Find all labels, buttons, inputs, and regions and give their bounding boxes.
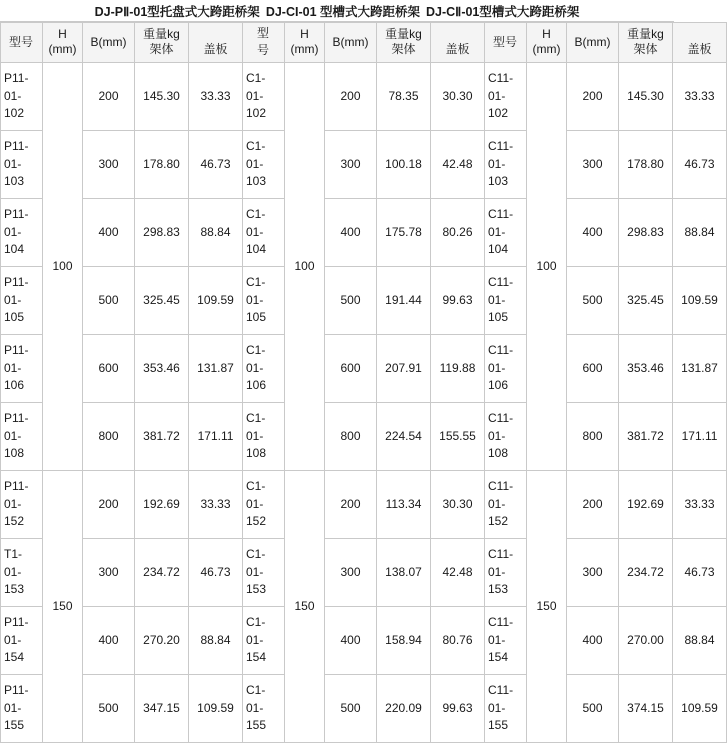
cell-h-group2-a: 150 — [43, 470, 83, 742]
cell-cover-g3: 46.73 — [673, 130, 727, 198]
header-cover-2-label: 盖板 — [445, 42, 470, 57]
cell-frame-g3: 234.72 — [619, 538, 673, 606]
cell-frame-g1: 353.46 — [135, 334, 189, 402]
cell-b-g2: 400 — [325, 198, 377, 266]
header-h-3-unit: (mm) — [532, 42, 561, 57]
cell-frame-g1: 381.72 — [135, 402, 189, 470]
header-frame-3 — [619, 23, 673, 63]
table-head — [1, 23, 727, 63]
cell-frame-g2: 175.78 — [377, 198, 431, 266]
table-title-row — [0, 0, 674, 22]
header-b-1: B(mm) — [83, 23, 135, 63]
table-row — [1, 674, 727, 742]
cell-model-g2: C1- 01- 106 — [243, 334, 285, 402]
cell-cover-g2: 42.48 — [431, 538, 485, 606]
header-model-2 — [243, 23, 285, 63]
cell-cover-g1: 33.33 — [189, 62, 243, 130]
cell-b-g3: 400 — [567, 198, 619, 266]
cell-model-g1: P11- 01- 108 — [1, 402, 43, 470]
cell-cover-g2: 30.30 — [431, 470, 485, 538]
cell-frame-g2: 78.35 — [377, 62, 431, 130]
cell-b-g2: 800 — [325, 402, 377, 470]
header-row — [1, 23, 727, 63]
cell-b-g3: 300 — [567, 538, 619, 606]
header-h-2-label: H — [300, 27, 309, 42]
table-row — [1, 538, 727, 606]
header-frame-3-label: 架体 — [633, 42, 658, 57]
cell-b-g3: 400 — [567, 606, 619, 674]
cell-frame-g2: 207.91 — [377, 334, 431, 402]
table-row — [1, 470, 727, 538]
cell-cover-g3: 109.59 — [673, 266, 727, 334]
cell-model-g1: P11- 01- 155 — [1, 674, 43, 742]
cell-frame-g2: 158.94 — [377, 606, 431, 674]
cell-frame-g2: 113.34 — [377, 470, 431, 538]
cell-b-g1: 500 — [83, 266, 135, 334]
cell-model-g3: C11- 01- 103 — [485, 130, 527, 198]
cell-b-g2: 200 — [325, 62, 377, 130]
cell-cover-g3: 88.84 — [673, 198, 727, 266]
cell-cover-g3: 46.73 — [673, 538, 727, 606]
cell-frame-g3: 270.00 — [619, 606, 673, 674]
cell-frame-g3: 145.30 — [619, 62, 673, 130]
cell-frame-g3: 374.15 — [619, 674, 673, 742]
cell-frame-g3: 178.80 — [619, 130, 673, 198]
cell-frame-g2: 224.54 — [377, 402, 431, 470]
cell-model-g1: P11- 01- 103 — [1, 130, 43, 198]
header-frame-2 — [377, 23, 431, 63]
table-row — [1, 334, 727, 402]
header-cover-1 — [189, 23, 243, 63]
cell-b-g1: 300 — [83, 538, 135, 606]
cell-frame-g1: 145.30 — [135, 62, 189, 130]
cell-h-group2-c: 150 — [527, 470, 567, 742]
cell-model-g1: P11- 01- 104 — [1, 198, 43, 266]
cell-cover-g2: 99.63 — [431, 266, 485, 334]
cell-frame-g1: 270.20 — [135, 606, 189, 674]
table-row — [1, 62, 727, 130]
header-h-2 — [285, 23, 325, 63]
header-model-2-l2: 号 — [256, 43, 269, 58]
cell-cover-g1: 33.33 — [189, 470, 243, 538]
cell-model-g2: C1- 01- 153 — [243, 538, 285, 606]
cell-b-g2: 300 — [325, 130, 377, 198]
cell-model-g3: C11- 01- 153 — [485, 538, 527, 606]
cell-b-g1: 800 — [83, 402, 135, 470]
cell-frame-g2: 191.44 — [377, 266, 431, 334]
header-model-3: 型号 — [485, 23, 527, 63]
cell-b-g1: 400 — [83, 606, 135, 674]
header-cover-1-label: 盖板 — [203, 42, 228, 57]
cell-b-g1: 600 — [83, 334, 135, 402]
cell-b-g3: 500 — [567, 266, 619, 334]
header-frame-1 — [135, 23, 189, 63]
cell-model-g2: C1- 01- 104 — [243, 198, 285, 266]
cell-frame-g3: 325.45 — [619, 266, 673, 334]
table-row — [1, 606, 727, 674]
header-cover-2 — [431, 23, 485, 63]
header-cover-3 — [673, 23, 727, 63]
cell-model-g2: C1- 01- 105 — [243, 266, 285, 334]
cell-model-g1: P11- 01- 106 — [1, 334, 43, 402]
cell-cover-g1: 88.84 — [189, 606, 243, 674]
cell-frame-g2: 220.09 — [377, 674, 431, 742]
cell-model-g1: P11- 01- 105 — [1, 266, 43, 334]
cell-frame-g1: 325.45 — [135, 266, 189, 334]
cell-h-group1-c: 100 — [527, 62, 567, 470]
cell-frame-g2: 138.07 — [377, 538, 431, 606]
cell-model-g1: T1- 01- 153 — [1, 538, 43, 606]
header-weight-1: 重量kg — [143, 27, 180, 42]
cell-h-group2-b: 150 — [285, 470, 325, 742]
cell-model-g1: P11- 01- 102 — [1, 62, 43, 130]
cell-cover-g2: 99.63 — [431, 674, 485, 742]
cell-model-g1: P11- 01- 152 — [1, 470, 43, 538]
cell-cover-g1: 88.84 — [189, 198, 243, 266]
cell-h-group1-a: 100 — [43, 62, 83, 470]
header-b-3: B(mm) — [567, 23, 619, 63]
header-h-3 — [527, 23, 567, 63]
cell-cover-g1: 46.73 — [189, 130, 243, 198]
cell-frame-g3: 192.69 — [619, 470, 673, 538]
cell-frame-g3: 298.83 — [619, 198, 673, 266]
cell-frame-g1: 298.83 — [135, 198, 189, 266]
cell-b-g1: 400 — [83, 198, 135, 266]
cell-cover-g2: 155.55 — [431, 402, 485, 470]
cell-frame-g3: 353.46 — [619, 334, 673, 402]
cell-model-g3: C11- 01- 106 — [485, 334, 527, 402]
header-b-2: B(mm) — [325, 23, 377, 63]
table-row — [1, 266, 727, 334]
cell-cover-g3: 109.59 — [673, 674, 727, 742]
cell-frame-g1: 178.80 — [135, 130, 189, 198]
cell-frame-g3: 381.72 — [619, 402, 673, 470]
cell-cover-g3: 88.84 — [673, 606, 727, 674]
cell-cover-g2: 30.30 — [431, 62, 485, 130]
cell-model-g3: C11- 01- 104 — [485, 198, 527, 266]
cell-b-g2: 300 — [325, 538, 377, 606]
specifications-table — [0, 22, 727, 743]
cell-cover-g2: 80.26 — [431, 198, 485, 266]
header-h-2-unit: (mm) — [290, 42, 319, 57]
cell-cover-g1: 109.59 — [189, 674, 243, 742]
cell-b-g3: 200 — [567, 470, 619, 538]
cell-cover-g3: 33.33 — [673, 62, 727, 130]
cell-cover-g3: 171.11 — [673, 402, 727, 470]
cell-cover-g1: 131.87 — [189, 334, 243, 402]
cell-model-g3: C11- 01- 102 — [485, 62, 527, 130]
cell-b-g3: 200 — [567, 62, 619, 130]
cell-b-g2: 500 — [325, 674, 377, 742]
header-model-1: 型号 — [1, 23, 43, 63]
cell-cover-g3: 33.33 — [673, 470, 727, 538]
cell-model-g2: C1- 01- 103 — [243, 130, 285, 198]
title-product-2: DJ-CI-01 型槽式大跨距桥架 — [265, 4, 420, 19]
table-body — [1, 62, 727, 742]
cell-model-g2: C1- 01- 108 — [243, 402, 285, 470]
header-model-2-l1: 型 — [256, 26, 269, 40]
title-product-1: DJ-PⅡ-01型托盘式大跨距桥架 — [94, 4, 260, 19]
cell-cover-g2: 80.76 — [431, 606, 485, 674]
cell-model-g1: P11- 01- 154 — [1, 606, 43, 674]
cell-model-g3: C11- 01- 155 — [485, 674, 527, 742]
cell-frame-g1: 234.72 — [135, 538, 189, 606]
header-h-1-unit: (mm) — [48, 42, 77, 57]
cell-b-g3: 800 — [567, 402, 619, 470]
header-frame-2-label: 架体 — [391, 42, 416, 57]
cell-cover-g2: 119.88 — [431, 334, 485, 402]
title-product-3: DJ-CⅡ-01型槽式大跨距桥架 — [426, 4, 580, 19]
cell-model-g3: C11- 01- 108 — [485, 402, 527, 470]
cell-model-g3: C11- 01- 152 — [485, 470, 527, 538]
cell-b-g2: 200 — [325, 470, 377, 538]
table-row — [1, 198, 727, 266]
header-cover-3-label: 盖板 — [687, 42, 712, 57]
cell-model-g2: C1- 01- 152 — [243, 470, 285, 538]
cell-b-g1: 500 — [83, 674, 135, 742]
cell-b-g1: 200 — [83, 470, 135, 538]
header-h-1-label: H — [58, 27, 67, 42]
cell-frame-g2: 100.18 — [377, 130, 431, 198]
cell-cover-g3: 131.87 — [673, 334, 727, 402]
header-frame-1-label: 架体 — [149, 42, 174, 57]
cell-b-g1: 300 — [83, 130, 135, 198]
cell-b-g1: 200 — [83, 62, 135, 130]
header-weight-2: 重量kg — [385, 27, 422, 42]
cell-cover-g2: 42.48 — [431, 130, 485, 198]
cell-b-g3: 500 — [567, 674, 619, 742]
cell-cover-g1: 109.59 — [189, 266, 243, 334]
cell-frame-g1: 192.69 — [135, 470, 189, 538]
cell-b-g3: 300 — [567, 130, 619, 198]
cell-model-g3: C11- 01- 154 — [485, 606, 527, 674]
cell-model-g3: C11- 01- 105 — [485, 266, 527, 334]
header-h-1 — [43, 23, 83, 63]
header-h-3-label: H — [542, 27, 551, 42]
cell-frame-g1: 347.15 — [135, 674, 189, 742]
cell-h-group1-b: 100 — [285, 62, 325, 470]
cell-b-g3: 600 — [567, 334, 619, 402]
cell-model-g2: C1- 01- 155 — [243, 674, 285, 742]
header-weight-3: 重量kg — [627, 27, 664, 42]
cell-b-g2: 400 — [325, 606, 377, 674]
table-row — [1, 130, 727, 198]
cell-b-g2: 600 — [325, 334, 377, 402]
cell-b-g2: 500 — [325, 266, 377, 334]
cell-model-g2: C1- 01- 154 — [243, 606, 285, 674]
cell-cover-g1: 171.11 — [189, 402, 243, 470]
table-row — [1, 402, 727, 470]
cell-cover-g1: 46.73 — [189, 538, 243, 606]
cell-model-g2: C1- 01- 102 — [243, 62, 285, 130]
